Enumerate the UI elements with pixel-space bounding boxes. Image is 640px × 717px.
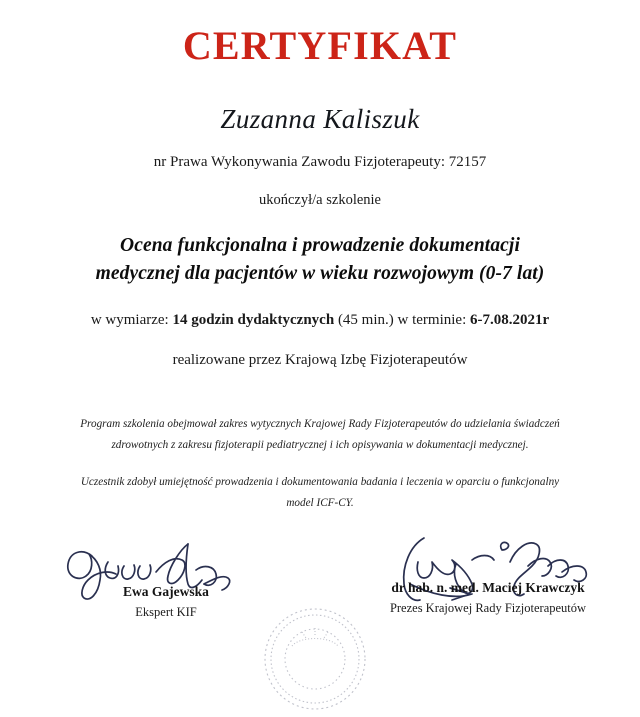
program-scope-note-line-1: Program szkolenia obejmował zakres wytycznych Krajowej Rady Fizjoterapeutów do udzielania świadczeń	[80, 418, 560, 430]
signature-block-left	[46, 536, 286, 621]
handwritten-signature-icon	[46, 536, 286, 584]
hours-middle: (45 min.) w terminie:	[334, 312, 470, 328]
course-title	[40, 232, 600, 287]
course-title-line-2: medycznej dla pacjentów w wieku rozwojowym (0-7 lat)	[95, 262, 545, 284]
signatory-role-left: Ekspert KIF	[135, 604, 197, 619]
license-number-line: nr Prawa Wykonywania Zawodu Fizjoterapeuty: 72157	[153, 154, 487, 170]
certificate-title: CERTYFIKAT	[182, 23, 458, 68]
course-hours-line	[0, 312, 640, 329]
course-title-line-1: Ocena funkcjonalna i prowadzenie dokumentacji	[120, 235, 520, 256]
recipient-name: Zuzanna Kaliszuk	[220, 104, 420, 134]
hours-prefix: w wymiarze:	[90, 312, 173, 328]
skills-note-line-2: model ICF-CY.	[286, 496, 354, 509]
handwritten-signature-icon	[352, 532, 624, 580]
hours-value: 14 godzin dydaktycznych	[172, 312, 335, 328]
course-date-value: 6-7.08.2021r	[470, 312, 550, 328]
program-scope-note	[60, 414, 580, 455]
signatory-role-right: Prezes Krajowej Rady Fizjoterapeutów	[389, 600, 587, 615]
program-scope-note-line-2: zdrowotnych z zakresu fizjoterapii pediatrycznej i ich opisywania w dokumentacji medycznej.	[111, 438, 529, 451]
signatory-name-right: dr hab. n. med. Maciej Krawczyk	[391, 580, 585, 595]
skills-note	[60, 472, 580, 513]
signature-block-right	[352, 532, 624, 617]
round-stamp-icon	[262, 606, 368, 712]
signatory-name-left: Ewa Gajewska	[123, 584, 209, 599]
completion-statement: ukończył/a szkolenie	[259, 192, 381, 208]
skills-note-line-1: Uczestnik zdobył umiejętność prowadzenia i dokumentowania badania i leczenia w oparciu o funkcjonalny	[80, 476, 560, 488]
organizer-line: realizowane przez Krajową Izbę Fizjoterapeutów	[172, 352, 468, 368]
